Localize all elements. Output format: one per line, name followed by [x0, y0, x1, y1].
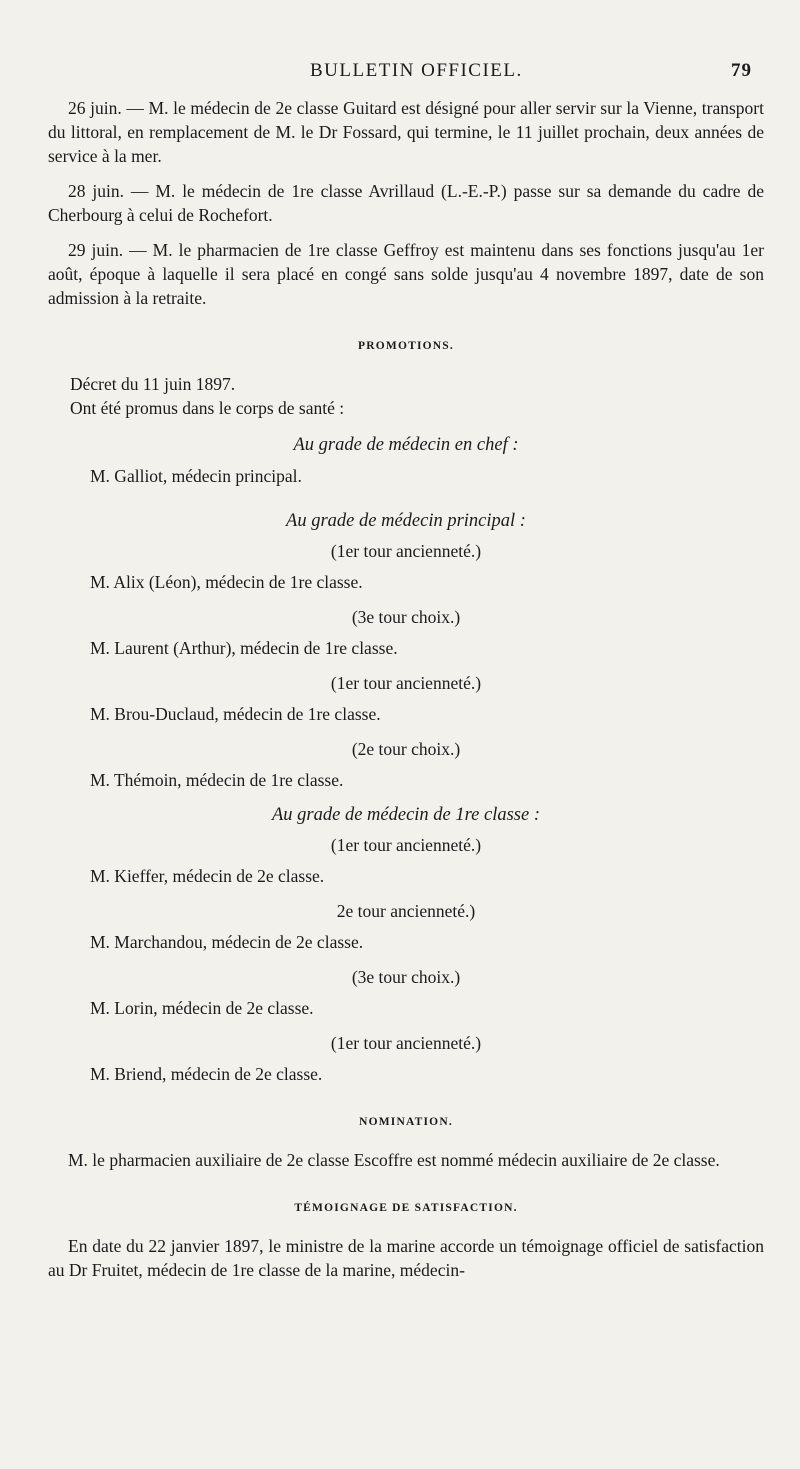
section-heading-promotions: PROMOTIONS. — [358, 340, 454, 352]
promoted-galliot: M. Galliot, médecin principal. — [90, 466, 302, 486]
grade-medecin-premiere-classe: Au grade de médecin de 1re classe : — [272, 805, 540, 825]
promotions-intro: Ont été promus dans le corps de santé : — [70, 398, 345, 418]
page-number: 79 — [731, 60, 752, 81]
tour-line: (3e tour choix.) — [351, 607, 461, 627]
nomination-text: M. le pharmacien auxiliaire de 2e classe Escoffre est nommé médecin auxiliaire de 2e classe. — [68, 1150, 720, 1170]
tour-line: (1er tour ancienneté.) — [330, 673, 482, 693]
entry-28-juin: 28 juin. — M. le médecin de 1re classe Avrillaud (L.-E.-P.) passe sur sa demande du cadre de Cherbourg à celui de Rochefort. — [48, 181, 764, 225]
tour-line: 2e tour ancienneté.) — [336, 901, 476, 921]
promoted-briend: M. Briend, médecin de 2e classe. — [90, 1064, 323, 1084]
entry-26-juin: 26 juin. — M. le médecin de 2e classe Guitard est désigné pour aller servir sur la Vienne, transport du littoral, en remplacement de M. le Dr Fossard, qui termine, le 11 juillet prochain, deux années de service à la mer. — [48, 98, 764, 166]
tour-line: (1er tour ancienneté.) — [330, 1033, 482, 1053]
decret-line: Décret du 11 juin 1897. — [70, 374, 236, 394]
promoted-lorin: M. Lorin, médecin de 2e classe. — [90, 998, 314, 1018]
section-heading-nomination: NOMINATION. — [359, 1116, 453, 1128]
promoted-kieffer: M. Kieffer, médecin de 2e classe. — [90, 866, 325, 886]
tour-line: (3e tour choix.) — [351, 967, 461, 987]
promoted-themoin: M. Thémoin, médecin de 1re classe. — [90, 770, 344, 790]
promoted-brou-duclaud: M. Brou-Duclaud, médecin de 1re classe. — [90, 704, 381, 724]
running-title: BULLETIN OFFICIEL. — [310, 60, 523, 81]
promoted-marchandou: M. Marchandou, médecin de 2e classe. — [90, 932, 364, 952]
entry-29-juin: 29 juin. — M. le pharmacien de 1re classe Geffroy est maintenu dans ses fonctions jusqu'au 1er août, époque à laquelle il sera placé en congé sans solde jusqu'au 4 novembre 1897, date de son admission à la retraite. — [48, 240, 764, 308]
tour-line: (2e tour choix.) — [351, 739, 461, 759]
grade-medecin-principal: Au grade de médecin principal : — [286, 511, 526, 531]
page-header — [48, 60, 764, 82]
promoted-laurent: M. Laurent (Arthur), médecin de 1re classe. — [90, 638, 398, 658]
section-heading-satisfaction: TÉMOIGNAGE DE SATISFACTION. — [294, 1202, 518, 1214]
tour-line: (1er tour ancienneté.) — [330, 835, 482, 855]
grade-medecin-en-chef: Au grade de médecin en chef : — [293, 435, 519, 455]
promoted-alix: M. Alix (Léon), médecin de 1re classe. — [90, 572, 363, 592]
tour-line: (1er tour ancienneté.) — [330, 541, 482, 561]
satisfaction-text: En date du 22 janvier 1897, le ministre de la marine accorde un témoignage officiel de satisfaction au Dr Fruitet, médecin de 1re classe de la marine, médecin- — [48, 1236, 764, 1280]
